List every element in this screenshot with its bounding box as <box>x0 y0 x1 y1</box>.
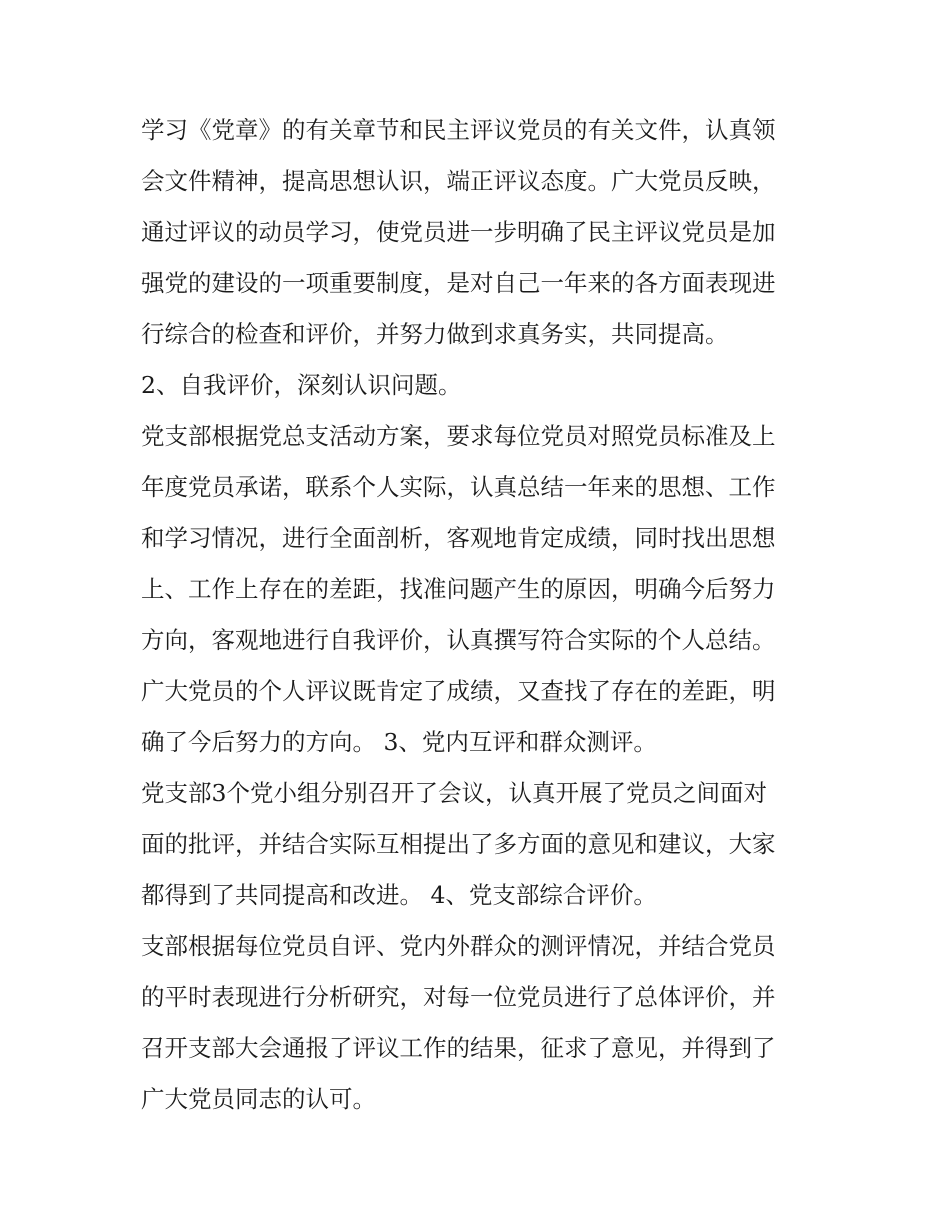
text-line: 年度党员承诺，联系个人实际，认真总结一年来的思想、工作 <box>141 473 776 501</box>
text-line: 方向，客观地进行自我评价，认真撰写符合实际的个人总结。 <box>141 626 776 654</box>
text-line: 支部根据每位党员自评、党内外群众的测评情况，并结合党员 <box>141 932 776 960</box>
text-line: 召开支部大会通报了评议工作的结果，征求了意见，并得到了 <box>141 1034 776 1062</box>
text-line: 学习《党章》的有关章节和民主评议党员的有关文件，认真领 <box>141 116 776 144</box>
text-line: 和学习情况，进行全面剖析，客观地肯定成绩，同时找出思想 <box>141 524 776 552</box>
text-line: 广大党员的个人评议既肯定了成绩，又查找了存在的差距，明 <box>141 677 776 705</box>
text-line: 通过评议的动员学习，使党员进一步明确了民主评议党员是加 <box>141 218 776 246</box>
text-line: 党支部根据党总支活动方案，要求每位党员对照党员标准及上 <box>141 422 776 450</box>
document-body <box>141 105 821 1125</box>
text-line: 都得到了共同提高和改进。 4、党支部综合评价。 <box>141 881 657 909</box>
text-line: 上、工作上存在的差距，找准问题产生的原因，明确今后努力 <box>141 575 776 603</box>
text-line: 确了今后努力的方向。 3、党内互评和群众测评。 <box>141 728 657 756</box>
text-line: 行综合的检查和评价，并努力做到求真务实，共同提高。 <box>141 320 729 348</box>
text-line: 广大党员同志的认可。 <box>141 1085 376 1113</box>
text-line: 面的批评，并结合实际互相提出了多方面的意见和建议，大家 <box>141 830 776 858</box>
text-line: 强党的建设的一项重要制度，是对自己一年来的各方面表现进 <box>141 269 776 297</box>
text-line: 的平时表现进行分析研究，对每一位党员进行了总体评价，并 <box>141 983 776 1011</box>
text-line: 会文件精神，提高思想认识，端正评议态度。广大党员反映， <box>141 167 776 195</box>
section-heading-self-evaluation: 2、自我评价，深刻认识问题。 <box>141 371 462 399</box>
text-line: 党支部3个党小组分别召开了会议，认真开展了党员之间面对 <box>141 779 767 807</box>
